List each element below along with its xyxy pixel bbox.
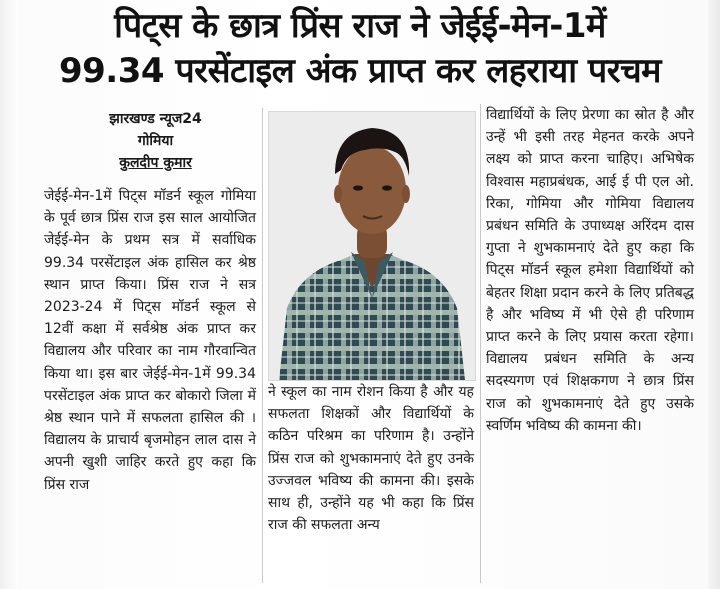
- student-portrait-illustration: [269, 112, 475, 380]
- page-edge-right: [708, 0, 720, 589]
- byline-author: कुलदीप कुमार: [119, 155, 192, 171]
- headline-line-2: 99.34 परसेंटाइल अंक प्राप्त कर लहराया परचम: [58, 51, 662, 91]
- byline-source: झारखण्ड न्यूज24: [109, 111, 202, 127]
- page-edge-left: [0, 0, 18, 589]
- article-column-3: विद्यार्थियों के लिए प्रेरणा का स्रोत है और उन्हें भी इसी तरह मेहनत करके अपने लक्ष्य को प्राप्त करना चाहिए। अभिषेक विश्वास महाप्रबंधक, आई ई पी एल ओ. रिका, गोमिया और गोमिया विद्यालय प्रबंधन समिति के उपाध्यक्ष अरिंदम दास गुप्ता ने शुभकामनाएं देते हुए कहा कि पिट्स मॉडर्न स्कूल हमेशा विद्यार्थियों को बेहतर शिक्षा प्रदान करने के लिए प्रतिबद्ध है और भविष्य में भी ऐसे ही परिणाम प्राप्त करने के लिए प्रयास करता रहेगा। विद्यालय प्रबंधन समिति के अन्य सदस्यगण एवं शिक्षकगण ने छात्र प्रिंस राज को शुभकामनाएं देते हुए उसके स्वर्णिम भविष्य की कामना की।: [486, 107, 694, 434]
- byline: [48, 108, 263, 174]
- column-divider: [262, 108, 263, 583]
- article-column-1: जेईई-मेन-1में पिट्स मॉडर्न स्कूल गोमिया के पूर्व छात्र प्रिंस राज इस साल आयोजित जेईई-मेन के प्रथम सत्र में सर्वाधिक 99.34 परसेंटाइल अंक हासिल कर श्रेष्ठ स्थान प्राप्त किया। प्रिंस राज ने सत्र 2023-24 में पिट्स मॉडर्न स्कूल से 12वीं कक्षा में सर्वश्रेष्ठ अंक प्राप्त कर विद्यालय और परिवार का नाम गौरवान्वित किया था। इस बार जेईई-मेन-1में 99.34 परसेंटाइल अंक प्राप्त कर बोकारो जिला में श्रेष्ठ स्थान पाने में सफलता हासिल की । विद्यालय के प्राचार्य बृजमोहन लाल दास ने अपनी खुशी जाहिर करते हुए कहा कि प्रिंस राज: [44, 188, 256, 493]
- headline: [40, 4, 680, 94]
- column-divider: [480, 104, 481, 583]
- headline-line-1: पिट्स के छात्र प्रिंस राज ने जेईई-मेन-1में: [114, 6, 606, 46]
- byline-place: गोमिया: [137, 133, 174, 149]
- student-photo: [268, 111, 476, 381]
- article-column-2: ने स्कूल का नाम रोशन किया है और यह सफलता शिक्षकों और विद्यार्थियों के कठिन परिश्रम का परिणाम है। उन्होंने प्रिंस राज को शुभकामनाएं देते हुए उनके उज्जवल भविष्य की कामना की। इसके साथ ही, उन्होंने यह भी कहा कि प्रिंस राज की सफलता अन्य: [268, 384, 474, 534]
